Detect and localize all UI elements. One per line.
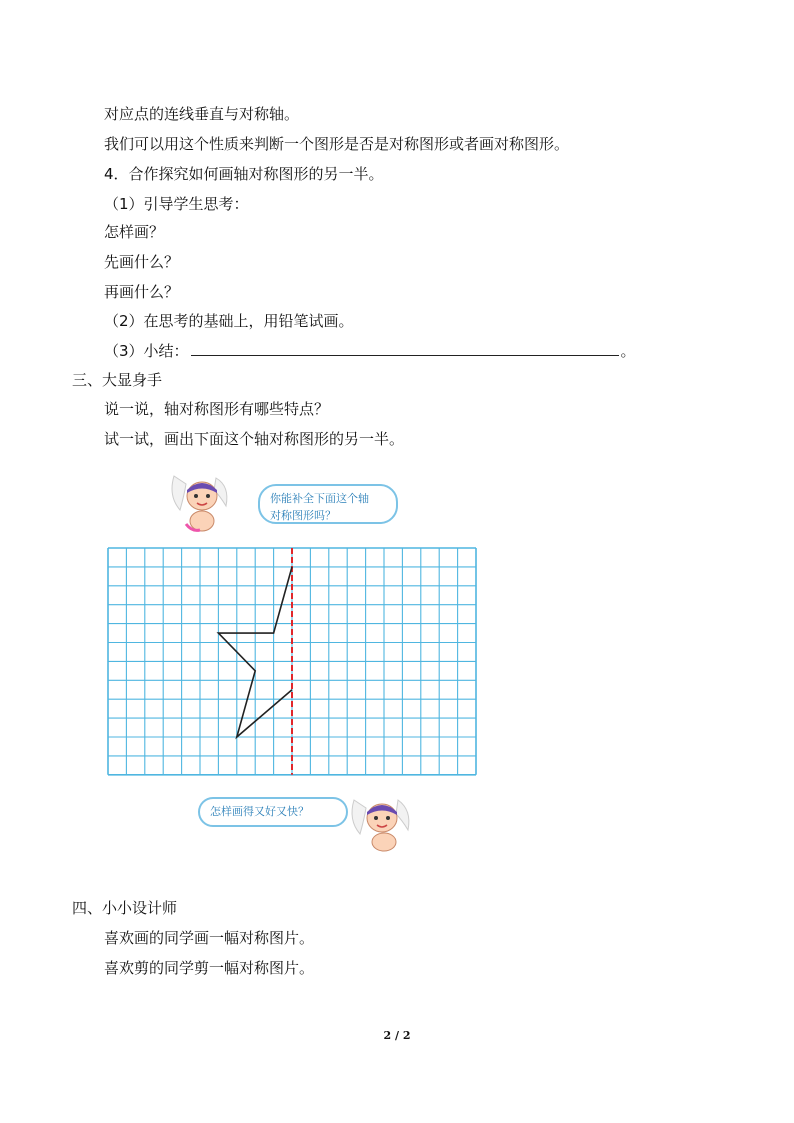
section-heading: 四、小小设计师 [72, 899, 178, 917]
text-line: 对应点的连线垂直与对称轴。 [104, 105, 300, 123]
summary-label: （3）小结： [104, 342, 189, 360]
text-line: 喜欢画的同学画一幅对称图片。 [104, 929, 315, 947]
fill-in-blank[interactable] [191, 341, 619, 356]
text-line: 再画什么？ [104, 283, 180, 301]
speech-bubble-bottom: 怎样画得又好又快？ [198, 797, 348, 827]
summary-line [104, 341, 636, 361]
text-line: （2）在思考的基础上，用铅笔试画。 [104, 312, 354, 330]
text-line: 怎样画？ [104, 223, 165, 241]
page-number: 2 / 2 [383, 1029, 411, 1042]
grid-figure [106, 546, 480, 778]
text-line: 4．合作探究如何画轴对称图形的另一半。 [104, 165, 384, 183]
text-line: 先画什么？ [104, 253, 180, 271]
text-line: 喜欢剪的同学剪一幅对称图片。 [104, 959, 315, 977]
speech-bubble-top: 你能补全下面这个轴 对称图形吗？ [258, 484, 398, 524]
text-line: 我们可以用这个性质来判断一个图形是否是对称图形或者画对称图形。 [104, 135, 570, 153]
text-line: 试一试，画出下面这个轴对称图形的另一半。 [104, 430, 405, 448]
angel-mascot-icon [166, 466, 238, 536]
angel-mascot-icon [346, 790, 418, 856]
text-line: （1）引导学生思考： [104, 195, 249, 213]
summary-end: 。 [620, 342, 636, 360]
section-heading: 三、大显身手 [72, 371, 163, 389]
text-line: 说一说，轴对称图形有哪些特点？ [104, 400, 330, 418]
